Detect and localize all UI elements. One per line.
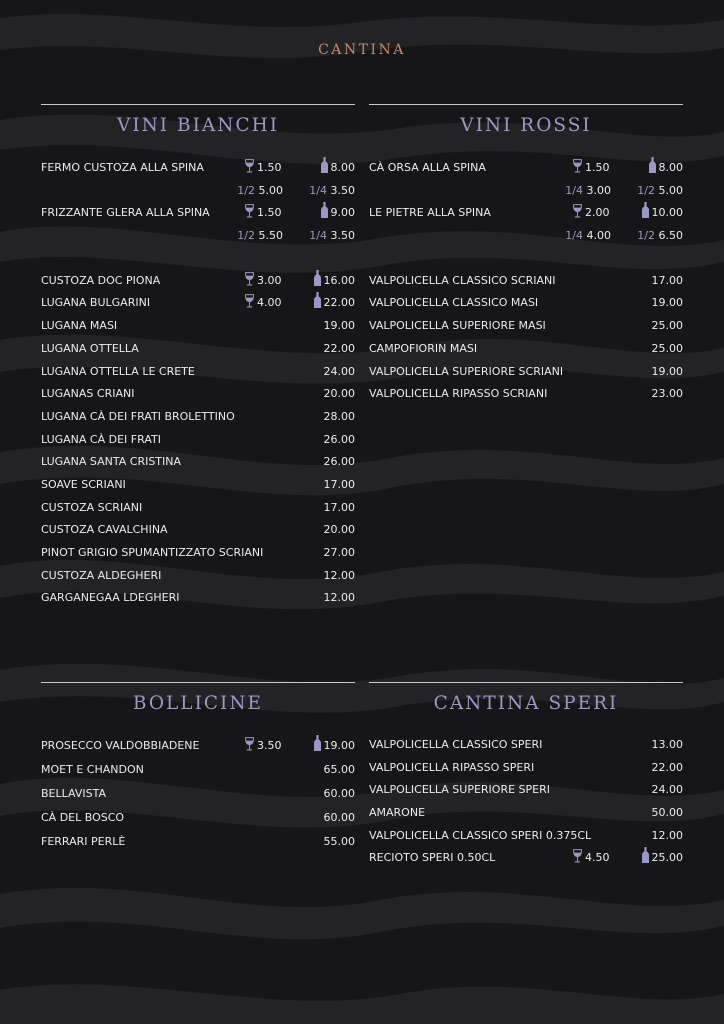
bottle-price: 19.00 [323, 319, 355, 333]
page-title: CANTINA [318, 42, 406, 58]
wine-row [369, 292, 683, 315]
bottle-price-value: 8.00 [330, 161, 355, 174]
bottle-price: 26.00 [323, 432, 355, 446]
glass-price-value: 4.00 [257, 296, 282, 310]
wine-glass-icon [573, 159, 582, 173]
glass-price [573, 202, 611, 225]
wine-name: VALPOLICELLA SUPERIORE SCRIANI [369, 364, 564, 378]
wine-name: AMARONE [369, 806, 426, 820]
half-liter-price-value: 5.00 [658, 183, 683, 197]
glass-price-value: 1.50 [257, 206, 282, 220]
bottle-price: 28.00 [323, 409, 355, 423]
section-bollicine [41, 682, 355, 854]
section-title: VINI ROSSI [460, 115, 592, 136]
carafe-row [41, 225, 355, 248]
glass-price [245, 157, 283, 180]
glass-price [245, 734, 283, 758]
section-divider [369, 104, 683, 105]
wine-name: VALPOLICELLA RIPASSO SCRIANI [369, 387, 548, 401]
spina-list [41, 157, 355, 248]
half-liter-price-value: 6.50 [658, 229, 683, 243]
wine-name: CUSTOZA CAVALCHINA [41, 523, 168, 537]
bottle-price: 65.00 [323, 763, 355, 776]
glass-price-value: 1.50 [257, 161, 282, 174]
glass-price [573, 157, 611, 180]
wine-row [41, 758, 355, 782]
carafe-row [369, 180, 683, 203]
wine-row [369, 270, 683, 293]
wine-name: VALPOLICELLA CLASSICO SPERI 0.375CL [369, 828, 592, 842]
spina-row [41, 202, 355, 225]
quarter-liter-price-label: 1/4 [565, 229, 583, 243]
wine-glass-icon [245, 272, 254, 286]
wine-row [41, 429, 355, 452]
spina-row [41, 157, 355, 180]
wine-name: LUGANAS CRIANI [41, 387, 135, 401]
wine-glass-icon [573, 204, 582, 218]
wine-glass-icon [573, 849, 582, 863]
bottle-price [314, 292, 356, 315]
wine-name: LUGANA SANTA CRISTINA [41, 455, 182, 469]
half-liter-price [637, 225, 683, 248]
section-title: BOLLICINE [132, 693, 264, 714]
wine-list [369, 734, 683, 870]
wine-row [41, 338, 355, 361]
wine-row [41, 383, 355, 406]
wine-row [41, 519, 355, 542]
section-title: VINI BIANCHI [116, 115, 280, 136]
wine-row [41, 734, 355, 758]
bottle-price: 25.00 [651, 319, 683, 333]
wine-name: VALPOLICELLA SUPERIORE SPERI [369, 783, 551, 797]
wine-list [41, 734, 355, 854]
wine-name: SOAVE SCRIANI [41, 477, 126, 491]
half-liter-price-value: 5.50 [258, 229, 283, 243]
wine-row [41, 315, 355, 338]
section-vini-rossi [369, 104, 683, 406]
wine-row [41, 497, 355, 520]
bottle-price: 22.00 [323, 341, 355, 355]
bottle-price: 24.00 [651, 783, 683, 797]
bottle-price: 12.00 [323, 568, 355, 582]
carafe-row [41, 180, 355, 203]
bottle-price [649, 157, 684, 180]
wine-glass-icon [245, 159, 254, 173]
wine-row [41, 830, 355, 854]
wine-name: LUGANA OTTELLA LE CRETE [41, 364, 195, 378]
bottle-price [321, 157, 356, 180]
wine-row [41, 782, 355, 806]
bottle-price: 55.00 [323, 835, 355, 848]
wine-name: BELLAVISTA [41, 787, 106, 800]
quarter-liter-price [565, 225, 611, 248]
section-divider [41, 682, 355, 683]
wine-row [369, 383, 683, 406]
spina-row [369, 157, 683, 180]
wine-glass-icon [245, 737, 254, 751]
wine-name: LUGANA CÀ DEI FRATI [41, 432, 161, 446]
half-liter-price-value: 5.00 [258, 183, 283, 197]
wine-row [41, 587, 355, 610]
quarter-liter-price [565, 180, 611, 203]
wine-bottle-icon [314, 292, 321, 308]
wine-bottle-icon [314, 270, 321, 286]
wine-row [41, 270, 355, 293]
bottle-price-value: 22.00 [323, 296, 355, 310]
bottle-price: 13.00 [651, 738, 683, 751]
bottle-price-value: 19.00 [323, 739, 355, 752]
bottle-price: 19.00 [651, 364, 683, 378]
wine-row [41, 406, 355, 429]
wine-bottle-icon [642, 202, 649, 218]
wine-name: FRIZZANTE GLERA ALLA SPINA [41, 206, 210, 220]
wine-name: MOET E CHANDON [41, 763, 144, 776]
wine-name: VALPOLICELLA CLASSICO SPERI [369, 738, 543, 751]
quarter-liter-price-value: 4.00 [586, 229, 611, 243]
glass-price [245, 292, 283, 315]
wine-bottle-icon [649, 157, 656, 173]
quarter-liter-price-value: 3.50 [330, 229, 355, 243]
section-divider [369, 682, 683, 683]
wine-name: CUSTOZA DOC PIONA [41, 273, 161, 287]
glass-price-value: 3.50 [257, 739, 282, 752]
wine-row [369, 315, 683, 338]
wine-name: GARGANEGAA LDEGHERI [41, 591, 180, 605]
wine-name: FERMO CUSTOZA ALLA SPINA [41, 161, 204, 174]
wine-name: CAMPOFIORIN MASI [369, 341, 478, 355]
wine-row [41, 451, 355, 474]
half-liter-price-label: 1/2 [237, 229, 255, 243]
glass-price [573, 847, 611, 870]
bottle-price: 20.00 [323, 387, 355, 401]
wine-name: CUSTOZA ALDEGHERI [41, 568, 162, 582]
bottle-price [314, 270, 356, 293]
wine-name: CUSTOZA SCRIANI [41, 500, 143, 514]
quarter-liter-price-value: 3.50 [330, 183, 355, 197]
half-liter-price-label: 1/2 [637, 229, 655, 243]
wine-name: PROSECCO VALDOBBIADENE [41, 739, 200, 752]
wine-row [41, 361, 355, 384]
bottle-price [321, 202, 356, 225]
bottle-price: 27.00 [323, 546, 355, 559]
half-liter-price [237, 180, 283, 203]
bottle-price-value: 16.00 [323, 273, 355, 287]
bottle-price-value: 10.00 [651, 206, 683, 220]
bottle-price: 17.00 [323, 477, 355, 491]
bottle-price-value: 9.00 [330, 206, 355, 220]
bottle-price: 23.00 [651, 387, 683, 401]
glass-price [245, 202, 283, 225]
bottle-price-value: 8.00 [658, 161, 683, 174]
wine-row [41, 474, 355, 497]
wine-row [41, 565, 355, 588]
wine-row [369, 779, 683, 802]
bottle-price: 26.00 [323, 455, 355, 469]
wine-name: VALPOLICELLA CLASSICO SCRIANI [369, 273, 556, 287]
glass-price-value: 2.00 [585, 206, 610, 220]
half-liter-price-label: 1/2 [237, 183, 255, 197]
half-liter-price [637, 180, 683, 203]
wine-name: RECIOTO SPERI 0.50CL [369, 851, 496, 865]
wine-list [369, 270, 683, 406]
spina-list [369, 157, 683, 248]
bottle-price: 25.00 [651, 341, 683, 355]
wine-bottle-icon [321, 157, 328, 173]
wine-name: LUGANA BULGARINI [41, 296, 151, 310]
quarter-liter-price [309, 225, 355, 248]
wine-row [369, 338, 683, 361]
wine-name: LUGANA MASI [41, 319, 118, 333]
quarter-liter-price-label: 1/4 [309, 229, 327, 243]
wine-row [369, 757, 683, 780]
section-vini-bianchi [41, 104, 355, 610]
bottle-price [642, 202, 684, 225]
wine-row [369, 825, 683, 848]
wine-name: VALPOLICELLA CLASSICO MASI [369, 296, 539, 310]
bottle-price: 60.00 [323, 787, 355, 800]
half-liter-price-label: 1/2 [637, 183, 655, 197]
spina-row [369, 202, 683, 225]
bottle-price [314, 734, 356, 758]
bottle-price: 50.00 [651, 806, 683, 820]
wine-name: CÀ DEL BOSCO [41, 811, 125, 824]
section-divider [41, 104, 355, 105]
wine-row [369, 361, 683, 384]
wine-bottle-icon [642, 847, 649, 863]
bottle-price [642, 847, 684, 870]
wine-name: CÀ ORSA ALLA SPINA [369, 161, 486, 174]
glass-price-value: 1.50 [585, 161, 610, 174]
bottle-price: 17.00 [323, 500, 355, 514]
bottle-price: 24.00 [323, 364, 355, 378]
wine-bottle-icon [321, 202, 328, 218]
bottle-price-value: 25.00 [651, 851, 683, 865]
wine-list [41, 270, 355, 610]
wine-row [41, 806, 355, 830]
quarter-liter-price [309, 180, 355, 203]
wine-row [369, 847, 683, 870]
quarter-liter-price-value: 3.00 [586, 183, 611, 197]
bottle-price: 60.00 [323, 811, 355, 824]
quarter-liter-price-label: 1/4 [565, 183, 583, 197]
wine-bottle-icon [314, 735, 321, 751]
wine-glass-icon [245, 204, 254, 218]
wine-name: VALPOLICELLA SUPERIORE MASI [369, 319, 546, 333]
wine-name: VALPOLICELLA RIPASSO SPERI [369, 760, 535, 774]
glass-price-value: 3.00 [257, 273, 282, 287]
bottle-price: 20.00 [323, 523, 355, 537]
glass-price [245, 270, 283, 293]
bottle-price: 19.00 [651, 296, 683, 310]
glass-price-value: 4.50 [585, 851, 610, 865]
section-title: CANTINA SPERI [433, 693, 619, 714]
quarter-liter-price-label: 1/4 [309, 183, 327, 197]
wine-name: LUGANA CÀ DEI FRATI BROLETTINO [41, 409, 235, 423]
wine-name: FERRARI PERLÈ [41, 835, 126, 848]
bottle-price: 22.00 [651, 760, 683, 774]
wine-row [41, 292, 355, 315]
section-cantina-speri [369, 682, 683, 870]
bottle-price: 12.00 [323, 591, 355, 605]
wine-row [369, 802, 683, 825]
wine-row [369, 734, 683, 757]
wine-name: LE PIETRE ALLA SPINA [369, 206, 491, 220]
carafe-row [369, 225, 683, 248]
wine-name: LUGANA OTTELLA [41, 341, 139, 355]
half-liter-price [237, 225, 283, 248]
bottle-price: 17.00 [651, 273, 683, 287]
bottle-price: 12.00 [651, 828, 683, 842]
wine-row [41, 542, 355, 565]
wine-glass-icon [245, 294, 254, 308]
wine-name: PINOT GRIGIO SPUMANTIZZATO SCRIANI [41, 546, 264, 559]
